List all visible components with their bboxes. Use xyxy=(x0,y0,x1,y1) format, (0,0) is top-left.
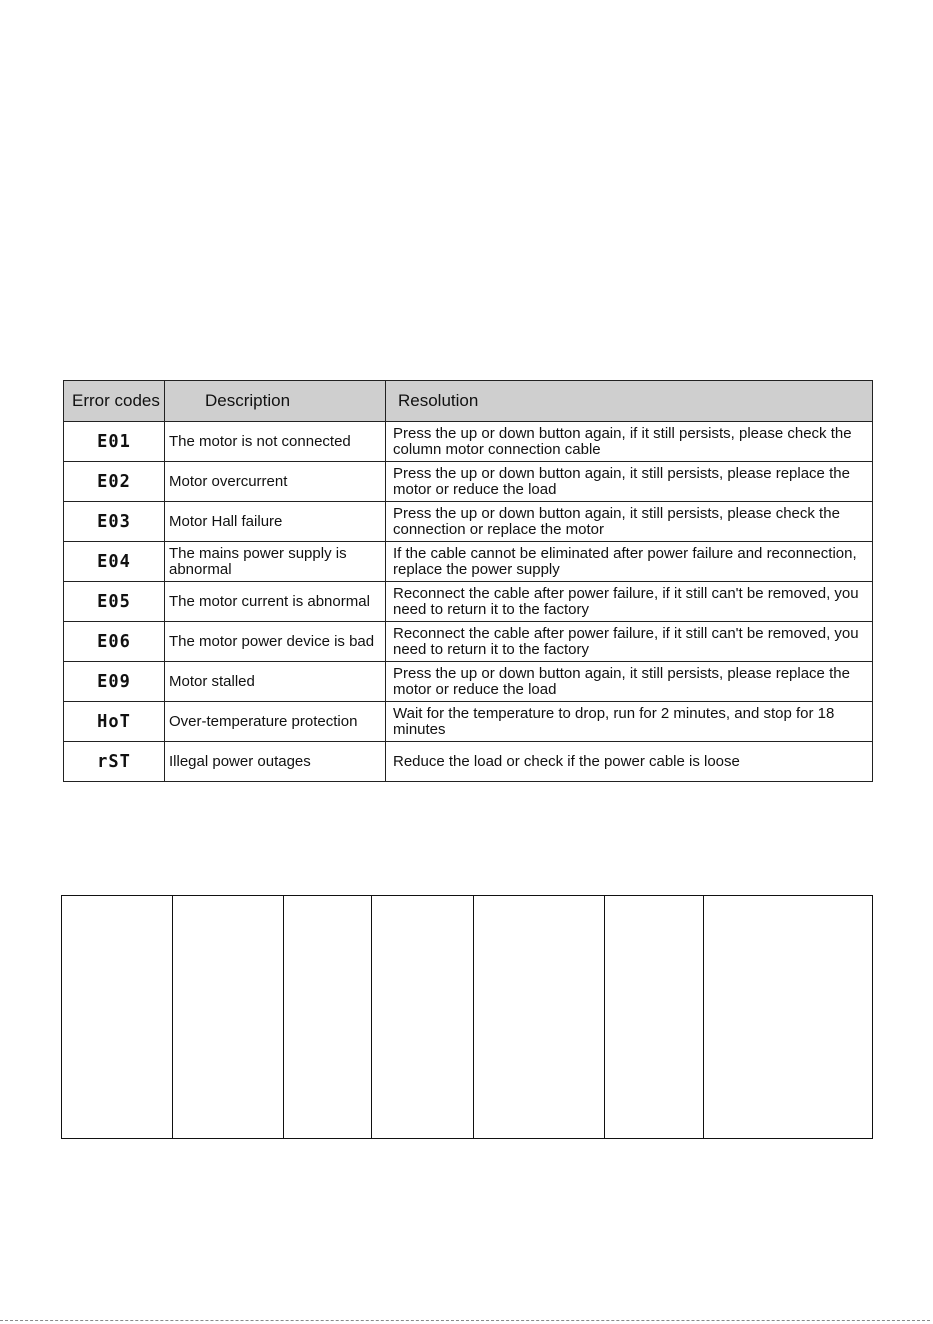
table-header-row xyxy=(64,381,873,422)
error-description: Illegal power outages xyxy=(165,742,386,782)
error-resolution: Reconnect the cable after power failure, if it still can't be removed, you need to return it to the factory xyxy=(386,582,873,622)
empty-grid-table xyxy=(61,895,873,1139)
error-resolution: Press the up or down button again, it still persists, please replace the motor or reduce the load xyxy=(386,462,873,502)
error-description: Motor stalled xyxy=(165,662,386,702)
empty-cell xyxy=(173,896,284,1139)
empty-grid-row xyxy=(62,896,873,1139)
table-row xyxy=(64,422,873,462)
table-row xyxy=(64,702,873,742)
table-row xyxy=(64,542,873,582)
error-resolution: Press the up or down button again, it still persists, please replace the motor or reduce the load xyxy=(386,662,873,702)
empty-cell xyxy=(372,896,474,1139)
empty-cell xyxy=(704,896,873,1139)
table-row xyxy=(64,462,873,502)
error-code-table xyxy=(63,380,873,782)
error-code: HoT xyxy=(64,701,165,743)
error-code: E06 xyxy=(64,621,165,663)
error-description: The motor is not connected xyxy=(165,422,386,462)
error-code: E04 xyxy=(64,541,165,583)
error-code: E05 xyxy=(64,581,165,623)
table-row xyxy=(64,502,873,542)
empty-cell xyxy=(284,896,372,1139)
error-code: E09 xyxy=(64,661,165,703)
table-row xyxy=(64,582,873,622)
table-row xyxy=(64,622,873,662)
error-description: Motor overcurrent xyxy=(165,462,386,502)
error-code: rST xyxy=(64,741,165,783)
error-description: Over-temperature protection xyxy=(165,702,386,742)
header-resolution: Resolution xyxy=(386,381,873,422)
error-resolution: Wait for the temperature to drop, run for 2 minutes, and stop for 18 minutes xyxy=(386,702,873,742)
error-resolution: If the cable cannot be eliminated after power failure and reconnection, replace the power supply xyxy=(386,542,873,582)
error-description: The motor power device is bad xyxy=(165,622,386,662)
table-row xyxy=(64,742,873,782)
table-row xyxy=(64,662,873,702)
error-resolution: Reduce the load or check if the power cable is loose xyxy=(386,742,873,782)
error-description: Motor Hall failure xyxy=(165,502,386,542)
header-error-codes: Error codes xyxy=(64,381,165,422)
empty-cell xyxy=(62,896,173,1139)
error-code: E01 xyxy=(64,421,165,463)
error-resolution: Press the up or down button again, it still persists, please check the connection or replace the motor xyxy=(386,502,873,542)
empty-cell xyxy=(474,896,605,1139)
error-code: E02 xyxy=(64,461,165,503)
error-resolution: Press the up or down button again, if it still persists, please check the column motor connection cable xyxy=(386,422,873,462)
page-bottom-rule xyxy=(0,1320,930,1321)
error-description: The motor current is abnormal xyxy=(165,582,386,622)
empty-cell xyxy=(605,896,704,1139)
error-resolution: Reconnect the cable after power failure, if it still can't be removed, you need to return it to the factory xyxy=(386,622,873,662)
header-description: Description xyxy=(165,381,386,422)
error-description: The mains power supply is abnormal xyxy=(165,542,386,582)
error-code: E03 xyxy=(64,501,165,543)
